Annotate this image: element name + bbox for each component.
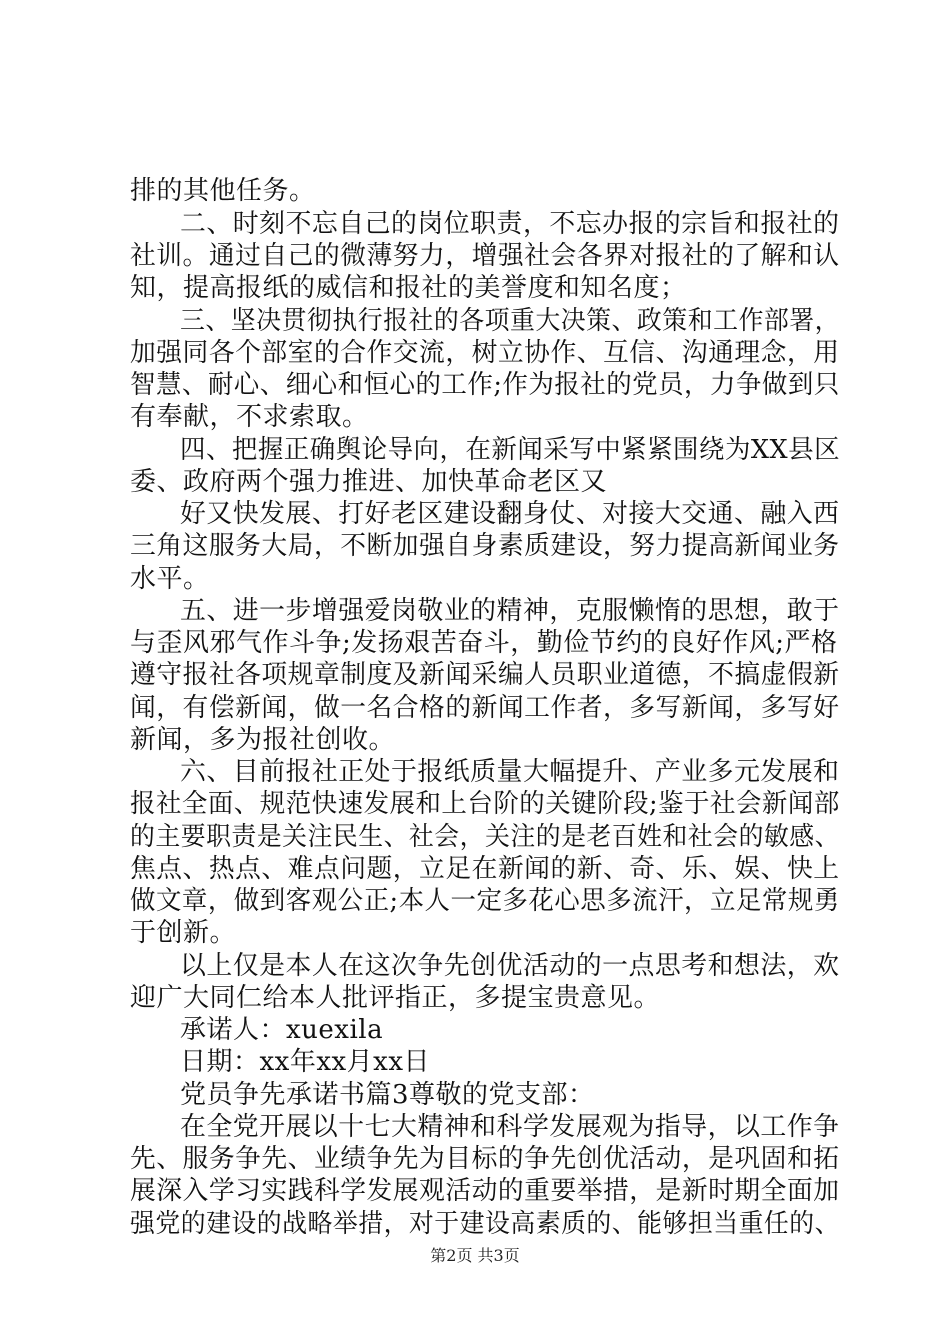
text-line: 遵守报社各项规章制度及新闻采编人员职业道德，不搞虚假新 [130, 660, 840, 690]
text-line: 三、坚决贯彻执行报社的各项重大决策、政策和工作部署， [180, 306, 841, 336]
text-line: 水平。 [130, 564, 210, 594]
text-line: 加强同各个部室的合作交流，树立协作、互信、沟通理念，用 [130, 338, 840, 368]
text-line: 四、把握正确舆论导向，在新闻采写中紧紧围绕为XX县区 [180, 435, 841, 465]
text-line: 与歪风邪气作斗争;发扬艰苦奋斗，勤俭节约的良好作风;严格 [130, 628, 838, 658]
text-line: 在全党开展以十七大精神和科学发展观为指导，以工作争 [180, 1112, 840, 1142]
text-line: 好又快发展、打好老区建设翻身仗、对接大交通、融入西 [180, 499, 840, 529]
signer-line: 承诺人：xuexila [180, 1015, 384, 1045]
text-line: 社训。通过自己的微薄努力，增强社会各界对报社的了解和认 [130, 241, 840, 271]
text-line: 强党的建设的战略举措，对于建设高素质的、能够担当重任的、 [130, 1209, 841, 1239]
text-line: 先、服务争先、业绩争先为目标的争先创优活动，是巩固和拓 [130, 1144, 840, 1174]
text-line: 五、进一步增强爱岗敬业的精神，克服懒惰的思想，敢于 [180, 596, 840, 626]
text-line: 二、时刻不忘自己的岗位职责，不忘办报的宗旨和报社的 [180, 209, 840, 239]
date-line: 日期：xx年xx月xx日 [180, 1047, 430, 1077]
text-line: 智慧、耐心、细心和恒心的工作;作为报社的党员，力争做到只 [130, 370, 840, 400]
text-line: 排的其他任务。 [130, 176, 316, 206]
text-line: 三角这服务大局，不断加强自身素质建设，努力提高新闻业务 [130, 531, 840, 561]
text-line: 焦点、热点、难点问题，立足在新闻的新、奇、乐、娱、快上 [130, 854, 840, 884]
text-line: 做文章，做到客观公正;本人一定多花心思多流汗，立足常规勇 [130, 886, 840, 916]
text-line: 闻，有偿新闻，做一名合格的新闻工作者，多写新闻，多写好 [130, 693, 840, 723]
page-number-footer: 第2页 共3页 [430, 1246, 520, 1265]
section-heading: 党员争先承诺书篇3尊敬的党支部： [180, 1080, 595, 1110]
text-line: 迎广大同仁给本人批评指正，多提宝贵意见。 [130, 983, 661, 1013]
text-line: 以上仅是本人在这次争先创优活动的一点思考和想法，欢 [180, 951, 840, 981]
text-line: 于创新。 [130, 918, 237, 948]
text-line: 报社全面、规范快速发展和上台阶的关键阶段;鉴于社会新闻部 [130, 789, 840, 819]
text-line: 知，提高报纸的威信和报社的美誉度和知名度； [130, 273, 687, 303]
text-line: 的主要职责是关注民生、社会，关注的是老百姓和社会的敏感、 [130, 822, 841, 852]
text-line: 六、目前报社正处于报纸质量大幅提升、产业多元发展和 [180, 757, 840, 787]
text-line: 有奉献，不求索取。 [130, 402, 369, 432]
text-line: 委、政府两个强力推进、加快革命老区又 [130, 467, 608, 497]
text-line: 展深入学习实践科学发展观活动的重要举措，是新时期全面加 [130, 1176, 840, 1206]
text-line: 新闻，多为报社创收。 [130, 725, 396, 755]
